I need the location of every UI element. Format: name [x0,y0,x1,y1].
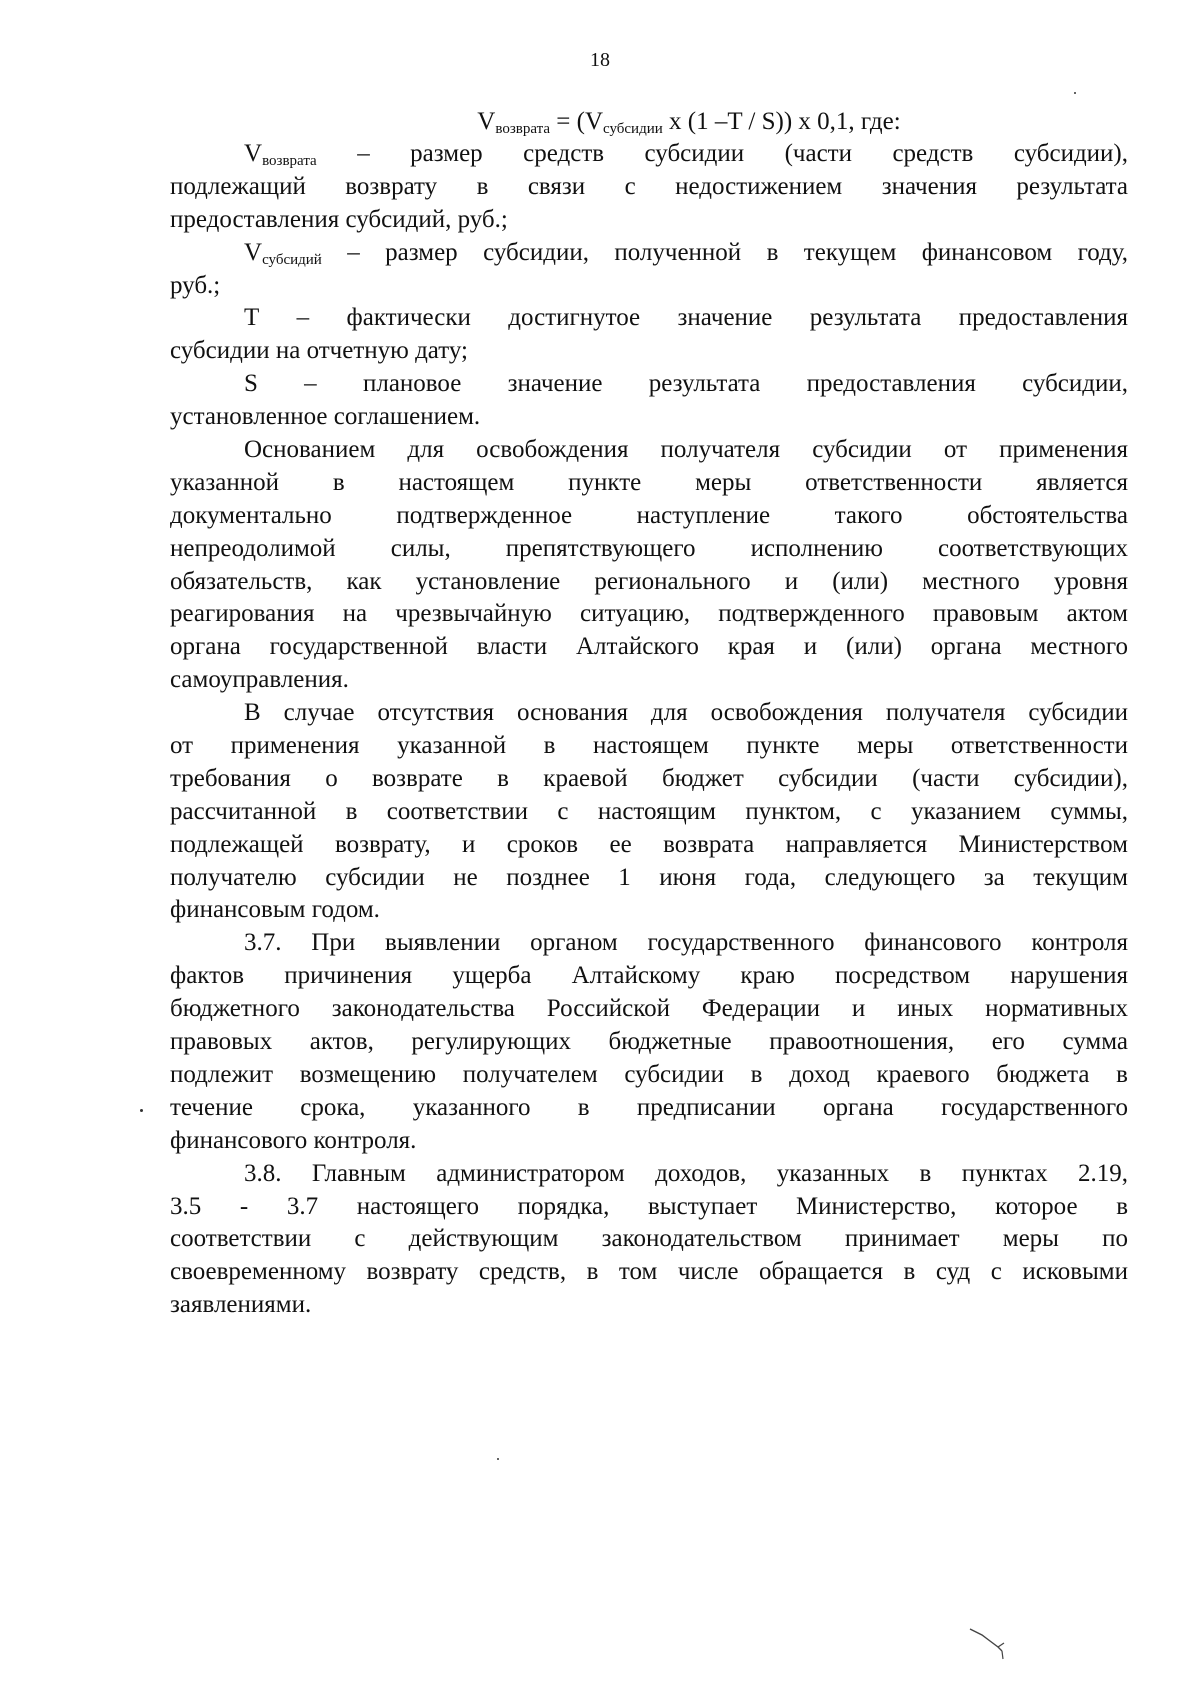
definition-line [170,138,1128,171]
paragraph-line: органа государственной власти Алтайского края и (или) органа местного [170,633,1128,661]
definition-line: предоставления субсидий, руб.; [170,205,508,233]
formula-v-return: V [477,108,496,135]
paragraph-line: бюджетного законодательства Российской Федерации и иных нормативных [170,995,1128,1023]
paragraph-line: В случае отсутствия основания для освобождения получателя субсидии [244,699,1128,727]
scan-speck [497,1458,499,1460]
paragraph-line: 3.8. Главным администратором доходов, указанных в пунктах 2.19, [244,1159,1128,1187]
definition-text: – размер средств субсидии (части средств субсидии), [357,140,1128,167]
definition-symbol: V [244,238,263,266]
scan-speck [140,1109,143,1112]
paragraph-line: финансовым годом. [170,896,380,924]
formula-equals: = (V [550,108,603,135]
paragraph-line: самоуправления. [170,666,349,694]
definition-line: S – плановое значение результата предоставления субсидии, [244,370,1128,398]
definition-v-return [170,138,1128,237]
paragraph-absence [170,697,1128,927]
definition-line: субсидии на отчетную дату; [170,337,468,365]
paragraph-line: финансового контроля. [170,1126,417,1154]
definition-symbol: V [244,140,263,167]
paragraph-line: документально подтвержденное наступление такого обстоятельства [170,501,1128,529]
paragraph-line: 3.5 - 3.7 настоящего порядка, выступает Министерство, которое в [170,1192,1128,1220]
definition-line: установленное соглашением. [170,403,481,431]
paragraph-line: подлежит возмещению получателем субсидии в доход краевого бюджета в [170,1060,1128,1088]
definition-line: Т – фактически достигнутое значение результата предоставления [244,304,1128,332]
paragraph-basis [170,434,1128,697]
paragraph-line: получателю субсидии не позднее 1 июня года, следующего за текущим [170,863,1128,891]
definition-t [170,302,1128,368]
paragraph-line: 3.7. При выявлении органом государственного финансового контроля [244,929,1128,957]
formula-v-return-subscript: возврата [495,121,551,137]
page-number: 18 [590,49,610,71]
formula-rest: x (1 –T / S)) x 0,1, где: [662,108,901,135]
definition-line [170,237,1128,270]
paragraph-line: реагирования на чрезвычайную ситуацию, подтвержденного правовым актом [170,600,1128,628]
formula-v-subsidy-subscript: субсидии [603,121,663,137]
definition-line: руб.; [170,271,221,299]
paragraph-3-8 [170,1158,1128,1322]
paragraph-line: указанной в настоящем пункте меры ответственности является [170,468,1128,496]
definition-subscript: субсидий [262,251,322,268]
paragraph-line: фактов причинения ущерба Алтайскому краю посредством нарушения [170,962,1128,990]
paragraph-line: требования о возврате в краевой бюджет субсидии (части субсидии), [170,764,1128,792]
paragraph-line: подлежащей возврату, и сроков ее возврата направляется Министерством [170,830,1128,858]
paragraph-line: от применения указанной в настоящем пункте меры ответственности [170,732,1128,760]
paragraph-line: обязательств, как установление регионального и (или) местного уровня [170,567,1128,595]
paragraph-line: рассчитанной в соответствии с настоящим пунктом, с указанием суммы, [170,797,1128,825]
paragraph-line: Основанием для освобождения получателя субсидии от применения [244,436,1128,464]
page-content [170,106,1128,1322]
definition-s [170,368,1128,434]
paragraph-line: течение срока, указанного в предписании органа государственного [170,1093,1128,1121]
definition-line: подлежащий возврату в связи с недостижением значения результата [170,172,1128,200]
scan-squiggle-mark [968,1625,1018,1665]
paragraph-line: заявлениями. [170,1291,312,1319]
scan-speck [1074,92,1076,94]
return-formula [250,106,1128,138]
paragraph-line: непреодолимой силы, препятствующего исполнению соответствующих [170,534,1128,562]
paragraph-3-7 [170,927,1128,1157]
paragraph-line: правовых актов, регулирующих бюджетные правоотношения, его сумма [170,1028,1128,1056]
paragraph-line: соответствии с действующим законодательством принимает меры по [170,1225,1128,1253]
definition-v-subsidy [170,237,1128,303]
definition-subscript: возврата [262,153,317,169]
paragraph-line: своевременному возврату средств, в том числе обращается в суд с исковыми [170,1258,1128,1286]
definition-text: – размер субсидии, полученной в текущем финансовом году, [321,238,1128,266]
